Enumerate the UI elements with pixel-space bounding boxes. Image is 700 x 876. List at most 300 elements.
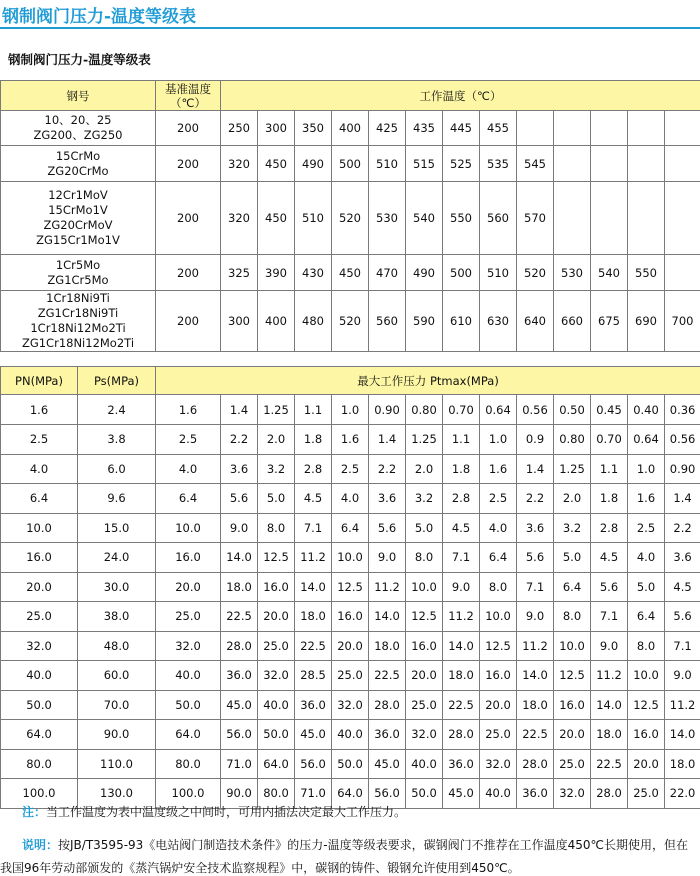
pressure-cell: 6.4 — [332, 513, 369, 543]
pressure-cell: 90.0 — [221, 779, 258, 809]
pressure-cell: 40.0 — [406, 749, 443, 779]
working-temp-cell — [665, 146, 700, 182]
pressure-cell: 10.0 — [156, 513, 221, 543]
ps-cell: 70.0 — [78, 690, 156, 720]
pressure-cell: 11.2 — [295, 543, 332, 573]
pressure-cell: 16.0 — [332, 602, 369, 632]
pressure-cell: 8.0 — [258, 513, 295, 543]
pressure-cell: 4.5 — [591, 543, 628, 573]
pressure-cell: 2.8 — [295, 454, 332, 484]
ps-cell: 30.0 — [78, 572, 156, 602]
pressure-cell: 2.0 — [406, 454, 443, 484]
pressure-cell: 40.0 — [480, 779, 517, 809]
pressure-cell: 1.1 — [295, 395, 332, 425]
table-row — [1, 146, 700, 182]
pressure-cell: 16.0 — [554, 690, 591, 720]
pressure-cell: 8.0 — [628, 631, 665, 661]
steel-grade-line: ZG200、ZG250 — [33, 128, 123, 142]
pressure-cell: 1.6 — [332, 425, 369, 455]
pressure-cell: 9.0 — [221, 513, 258, 543]
pressure-cell: 7.1 — [295, 513, 332, 543]
pressure-cell: 32.0 — [554, 779, 591, 809]
pressure-cell: 12.5 — [406, 602, 443, 632]
pn-cell: 10.0 — [1, 513, 78, 543]
pressure-cell: 18.0 — [369, 631, 406, 661]
pressure-cell: 4.0 — [332, 484, 369, 514]
pressure-cell: 10.0 — [406, 572, 443, 602]
pressure-cell: 4.5 — [443, 513, 480, 543]
pressure-cell: 20.0 — [480, 690, 517, 720]
working-temp-cell: 590 — [406, 291, 443, 352]
pressure-cell: 22.5 — [517, 720, 554, 750]
pressure-cell: 22.5 — [443, 690, 480, 720]
pressure-cell: 32.0 — [332, 690, 369, 720]
pn-cell: 32.0 — [1, 631, 78, 661]
steel-grade-line: 12Cr1MoV — [48, 188, 108, 202]
working-temp-cell: 540 — [406, 182, 443, 255]
pressure-cell: 20.0 — [406, 661, 443, 691]
pressure-cell: 3.6 — [665, 543, 700, 573]
working-temp-cell: 550 — [628, 255, 665, 291]
header-ps: Ps(MPa) — [78, 367, 156, 395]
pressure-cell: 36.0 — [517, 779, 554, 809]
pressure-cell: 64.0 — [156, 720, 221, 750]
pressure-cell: 2.5 — [156, 425, 221, 455]
pressure-cell: 7.1 — [443, 543, 480, 573]
table-row — [1, 182, 700, 255]
pressure-cell: 1.8 — [591, 484, 628, 514]
working-temp-cell: 660 — [554, 291, 591, 352]
pressure-cell: 20.0 — [156, 572, 221, 602]
pressure-cell: 22.5 — [295, 631, 332, 661]
pressure-cell: 25.0 — [406, 690, 443, 720]
pressure-cell: 20.0 — [332, 631, 369, 661]
header-working-temp: 工作温度（℃） — [221, 81, 700, 111]
pressure-cell: 0.90 — [665, 454, 700, 484]
steel-grade-line: ZG15Cr1Mo1V — [36, 233, 120, 247]
pressure-cell: 10.0 — [628, 661, 665, 691]
working-temp-cell: 510 — [295, 182, 332, 255]
pressure-cell: 12.5 — [628, 690, 665, 720]
working-temp-cell: 435 — [406, 111, 443, 146]
pressure-cell: 9.0 — [517, 602, 554, 632]
table-row — [1, 602, 700, 632]
pressure-cell: 3.6 — [517, 513, 554, 543]
table1-title: 钢制阀门压力-温度等级表 — [8, 52, 151, 67]
pressure-cell: 11.2 — [369, 572, 406, 602]
pressure-cell: 100.0 — [156, 779, 221, 809]
pressure-cell: 6.4 — [628, 602, 665, 632]
working-temp-cell: 570 — [517, 182, 554, 255]
pressure-cell: 0.56 — [517, 395, 554, 425]
steel-grade-line: 15CrMo1V — [48, 203, 108, 217]
pressure-cell: 10.0 — [332, 543, 369, 573]
page-title: 钢制阀门压力-温度等级表 — [2, 7, 197, 27]
pressure-cell: 25.0 — [628, 779, 665, 809]
pressure-cell: 5.6 — [591, 572, 628, 602]
pressure-cell: 18.0 — [443, 661, 480, 691]
working-temp-cell: 390 — [258, 255, 295, 291]
note-explanation-continued: 我国96年劳动部颁发的《蒸汽锅炉安全技术监察规程》中，碳钢的铸件、锻钢允许使用到450℃。 — [0, 861, 520, 875]
pressure-cell: 8.0 — [554, 602, 591, 632]
pressure-cell: 2.5 — [628, 513, 665, 543]
pressure-cell: 22.5 — [221, 602, 258, 632]
working-temp-cell: 630 — [480, 291, 517, 352]
pressure-cell: 28.5 — [295, 661, 332, 691]
header-base-temp: 基准温度（℃） — [156, 81, 221, 111]
table-row — [1, 484, 700, 514]
pressure-cell: 28.0 — [517, 749, 554, 779]
working-temp-cell: 250 — [221, 111, 258, 146]
pressure-cell: 14.0 — [591, 690, 628, 720]
pressure-cell: 45.0 — [369, 749, 406, 779]
pressure-cell: 9.0 — [665, 661, 700, 691]
steel-grade-line: ZG1Cr18Ni12Mo2Ti — [21, 336, 135, 350]
pressure-cell: 2.2 — [665, 513, 700, 543]
working-temp-cell: 510 — [480, 255, 517, 291]
ps-cell: 9.6 — [78, 484, 156, 514]
table-row — [1, 111, 700, 146]
pressure-cell: 2.2 — [369, 454, 406, 484]
pressure-cell: 45.0 — [221, 690, 258, 720]
working-temp-cell: 325 — [221, 255, 258, 291]
pressure-cell: 22.0 — [665, 779, 700, 809]
working-temp-cell: 455 — [480, 111, 517, 146]
pressure-cell: 2.5 — [480, 484, 517, 514]
pressure-cell: 3.2 — [406, 484, 443, 514]
pressure-cell: 71.0 — [221, 749, 258, 779]
ps-cell: 110.0 — [78, 749, 156, 779]
pressure-cell: 1.6 — [156, 395, 221, 425]
working-temp-cell: 550 — [443, 182, 480, 255]
pressure-cell: 9.0 — [443, 572, 480, 602]
pressure-cell: 11.2 — [443, 602, 480, 632]
pressure-cell: 18.0 — [295, 602, 332, 632]
pressure-cell: 3.2 — [258, 454, 295, 484]
pressure-cell: 36.0 — [295, 690, 332, 720]
table-row — [1, 631, 700, 661]
pressure-cell: 6.4 — [156, 484, 221, 514]
working-temp-cell — [554, 146, 591, 182]
ps-cell: 60.0 — [78, 661, 156, 691]
steel-grade-line: 10、20、25 — [44, 113, 112, 127]
working-temp-cell: 545 — [517, 146, 554, 182]
pressure-cell: 40.0 — [258, 690, 295, 720]
pressure-cell: 36.0 — [221, 661, 258, 691]
pressure-cell: 1.8 — [295, 425, 332, 455]
working-temp-cell: 640 — [517, 291, 554, 352]
note-explanation — [22, 836, 688, 853]
pressure-cell: 0.80 — [554, 425, 591, 455]
pressure-cell: 16.0 — [628, 720, 665, 750]
table1-header-row — [1, 81, 700, 111]
pressure-cell: 7.1 — [517, 572, 554, 602]
pressure-cell: 0.90 — [369, 395, 406, 425]
pressure-cell: 50.0 — [406, 779, 443, 809]
pressure-cell: 1.0 — [628, 454, 665, 484]
pressure-cell: 2.8 — [443, 484, 480, 514]
pressure-cell: 2.2 — [221, 425, 258, 455]
pressure-cell: 1.0 — [332, 395, 369, 425]
pn-cell: 16.0 — [1, 543, 78, 573]
pressure-cell: 20.0 — [628, 749, 665, 779]
table2-header-row — [1, 367, 700, 395]
pressure-cell: 18.0 — [517, 690, 554, 720]
pressure-cell: 0.45 — [591, 395, 628, 425]
working-temp-cell: 450 — [332, 255, 369, 291]
pressure-cell: 16.0 — [406, 631, 443, 661]
base-temp-cell: 200 — [156, 255, 221, 291]
pressure-cell: 1.6 — [480, 454, 517, 484]
note1-text: 当工作温度为表中温度级之中间时，可用内插法决定最大工作压力。 — [46, 805, 407, 819]
steel-grade-line: 1Cr18Ni12Mo2Ti — [30, 321, 126, 335]
pressure-cell: 1.4 — [665, 484, 700, 514]
working-temp-cell: 515 — [406, 146, 443, 182]
pressure-cell: 12.5 — [480, 631, 517, 661]
pressure-cell: 1.8 — [443, 454, 480, 484]
working-temp-cell: 535 — [480, 146, 517, 182]
pressure-cell: 36.0 — [369, 720, 406, 750]
pressure-cell: 2.2 — [517, 484, 554, 514]
note2-label: 说明： — [22, 838, 59, 852]
pressure-cell: 32.0 — [480, 749, 517, 779]
pressure-cell: 14.0 — [443, 631, 480, 661]
pressure-cell: 6.4 — [554, 572, 591, 602]
pressure-cell: 4.0 — [480, 513, 517, 543]
pressure-cell: 50.0 — [258, 720, 295, 750]
steel-grade-cell — [1, 111, 156, 146]
working-temp-cell: 500 — [443, 255, 480, 291]
ps-cell: 90.0 — [78, 720, 156, 750]
pressure-cell: 50.0 — [156, 690, 221, 720]
pressure-cell: 5.6 — [665, 602, 700, 632]
pressure-cell: 2.8 — [591, 513, 628, 543]
pn-cell: 4.0 — [1, 454, 78, 484]
pressure-cell: 45.0 — [295, 720, 332, 750]
pressure-cell: 4.5 — [665, 572, 700, 602]
pressure-cell: 64.0 — [332, 779, 369, 809]
pressure-cell: 56.0 — [369, 779, 406, 809]
pressure-cell: 0.40 — [628, 395, 665, 425]
pressure-cell: 0.50 — [554, 395, 591, 425]
table-row — [1, 291, 700, 352]
pressure-cell: 14.0 — [221, 543, 258, 573]
pressure-cell: 3.2 — [554, 513, 591, 543]
pressure-cell: 3.6 — [369, 484, 406, 514]
pressure-cell: 1.25 — [554, 454, 591, 484]
pressure-cell: 25.0 — [554, 749, 591, 779]
pressure-cell: 11.2 — [517, 631, 554, 661]
pn-cell: 20.0 — [1, 572, 78, 602]
table-row — [1, 454, 700, 484]
header-steel-grade: 钢号 — [1, 81, 156, 111]
pressure-cell: 80.0 — [258, 779, 295, 809]
working-temp-cell: 520 — [332, 182, 369, 255]
pressure-cell: 32.0 — [258, 661, 295, 691]
pressure-cell: 25.0 — [480, 720, 517, 750]
working-temp-cell — [665, 182, 700, 255]
pressure-cell: 5.6 — [369, 513, 406, 543]
pressure-cell: 5.0 — [554, 543, 591, 573]
header-pn: PN(MPa) — [1, 367, 78, 395]
ps-cell: 3.8 — [78, 425, 156, 455]
pressure-cell: 64.0 — [258, 749, 295, 779]
pressure-cell: 1.25 — [258, 395, 295, 425]
pressure-cell: 22.5 — [369, 661, 406, 691]
pn-cell: 2.5 — [1, 425, 78, 455]
working-temp-cell: 400 — [332, 111, 369, 146]
pressure-cell: 6.4 — [480, 543, 517, 573]
pressure-cell: 14.0 — [665, 720, 700, 750]
working-temp-cell — [591, 111, 628, 146]
header-pmax: 最大工作压力 Ptmax(MPa) — [156, 367, 700, 395]
working-temp-cell: 530 — [554, 255, 591, 291]
pn-cell: 1.6 — [1, 395, 78, 425]
working-temp-cell — [517, 111, 554, 146]
pressure-cell: 4.0 — [156, 454, 221, 484]
steel-grade-line: ZG20CrMoV — [43, 218, 113, 232]
table-row — [1, 425, 700, 455]
note-interpolation — [22, 803, 406, 820]
working-temp-cell: 480 — [295, 291, 332, 352]
working-temp-cell: 300 — [258, 111, 295, 146]
working-temp-cell: 490 — [295, 146, 332, 182]
note1-label: 注： — [22, 805, 47, 819]
pressure-cell: 40.0 — [156, 661, 221, 691]
base-temp-cell: 200 — [156, 111, 221, 146]
pressure-cell: 28.0 — [221, 631, 258, 661]
working-temp-cell: 560 — [480, 182, 517, 255]
pn-cell: 25.0 — [1, 602, 78, 632]
pressure-cell: 0.36 — [665, 395, 700, 425]
base-temp-cell: 200 — [156, 146, 221, 182]
pressure-cell: 2.0 — [554, 484, 591, 514]
pressure-cell: 5.0 — [406, 513, 443, 543]
ps-cell: 130.0 — [78, 779, 156, 809]
steel-grade-line: ZG1Cr18Ni9Ti — [37, 306, 119, 320]
pressure-cell: 12.5 — [332, 572, 369, 602]
working-temp-cell — [554, 111, 591, 146]
pressure-cell: 1.4 — [369, 425, 406, 455]
pressure-cell: 20.0 — [258, 602, 295, 632]
steel-grade-cell — [1, 182, 156, 255]
pressure-cell: 10.0 — [554, 631, 591, 661]
ps-cell: 2.4 — [78, 395, 156, 425]
pressure-cell: 0.64 — [628, 425, 665, 455]
pn-cell: 100.0 — [1, 779, 78, 809]
working-temp-cell: 320 — [221, 146, 258, 182]
pn-cell: 50.0 — [1, 690, 78, 720]
ps-cell: 48.0 — [78, 631, 156, 661]
pressure-cell: 0.70 — [591, 425, 628, 455]
working-temp-cell: 430 — [295, 255, 332, 291]
working-temp-cell: 700 — [665, 291, 700, 352]
pressure-cell: 1.6 — [628, 484, 665, 514]
steel-grade-cell — [1, 291, 156, 352]
pressure-cell: 0.64 — [480, 395, 517, 425]
steel-grade-cell — [1, 255, 156, 291]
pressure-cell: 4.0 — [628, 543, 665, 573]
pressure-cell: 1.1 — [443, 425, 480, 455]
pressure-cell: 18.0 — [665, 749, 700, 779]
pressure-cell: 2.5 — [332, 454, 369, 484]
working-temp-cell: 510 — [369, 146, 406, 182]
table-row — [1, 255, 700, 291]
pn-cell: 6.4 — [1, 484, 78, 514]
pressure-cell: 8.0 — [480, 572, 517, 602]
working-temp-cell: 300 — [221, 291, 258, 352]
working-temp-cell: 450 — [258, 182, 295, 255]
temperature-grade-table — [0, 80, 700, 352]
working-temp-cell: 690 — [628, 291, 665, 352]
working-temp-cell: 520 — [517, 255, 554, 291]
pressure-cell: 18.0 — [591, 720, 628, 750]
title-divider — [0, 27, 700, 29]
pressure-cell: 45.0 — [443, 779, 480, 809]
working-temp-cell: 560 — [369, 291, 406, 352]
pressure-cell: 20.0 — [554, 720, 591, 750]
pressure-cell: 14.0 — [517, 661, 554, 691]
pressure-cell: 25.0 — [156, 602, 221, 632]
table-row — [1, 395, 700, 425]
table-row — [1, 543, 700, 573]
pressure-cell: 0.56 — [665, 425, 700, 455]
base-temp-cell: 200 — [156, 291, 221, 352]
working-temp-cell: 425 — [369, 111, 406, 146]
pressure-cell: 1.1 — [591, 454, 628, 484]
pressure-cell: 0.70 — [443, 395, 480, 425]
ps-cell: 15.0 — [78, 513, 156, 543]
max-pressure-table — [0, 366, 700, 809]
pressure-cell: 2.0 — [258, 425, 295, 455]
working-temp-cell — [591, 146, 628, 182]
pressure-cell: 80.0 — [156, 749, 221, 779]
pressure-cell: 1.4 — [517, 454, 554, 484]
working-temp-cell: 400 — [258, 291, 295, 352]
pressure-cell: 50.0 — [332, 749, 369, 779]
pressure-cell: 9.0 — [591, 631, 628, 661]
pressure-cell: 36.0 — [443, 749, 480, 779]
pressure-cell: 32.0 — [156, 631, 221, 661]
pressure-cell: 16.0 — [480, 661, 517, 691]
pressure-cell: 16.0 — [258, 572, 295, 602]
pressure-cell: 12.5 — [554, 661, 591, 691]
pressure-cell: 16.0 — [156, 543, 221, 573]
working-temp-cell — [665, 111, 700, 146]
working-temp-cell: 320 — [221, 182, 258, 255]
pressure-cell: 11.2 — [665, 690, 700, 720]
working-temp-cell: 470 — [369, 255, 406, 291]
base-temp-cell: 200 — [156, 182, 221, 255]
steel-grade-line: ZG1Cr5Mo — [47, 272, 109, 287]
pn-cell: 40.0 — [1, 661, 78, 691]
pressure-cell: 0.9 — [517, 425, 554, 455]
ps-cell: 24.0 — [78, 543, 156, 573]
pn-cell: 80.0 — [1, 749, 78, 779]
pressure-cell: 14.0 — [369, 602, 406, 632]
pressure-cell: 1.25 — [406, 425, 443, 455]
pressure-cell: 40.0 — [332, 720, 369, 750]
pn-cell: 64.0 — [1, 720, 78, 750]
working-temp-cell — [554, 182, 591, 255]
pressure-cell: 5.6 — [221, 484, 258, 514]
working-temp-cell: 450 — [258, 146, 295, 182]
pressure-cell: 5.6 — [517, 543, 554, 573]
pressure-cell: 14.0 — [295, 572, 332, 602]
pressure-cell: 11.2 — [591, 661, 628, 691]
pressure-cell: 25.0 — [332, 661, 369, 691]
working-temp-cell: 520 — [332, 291, 369, 352]
